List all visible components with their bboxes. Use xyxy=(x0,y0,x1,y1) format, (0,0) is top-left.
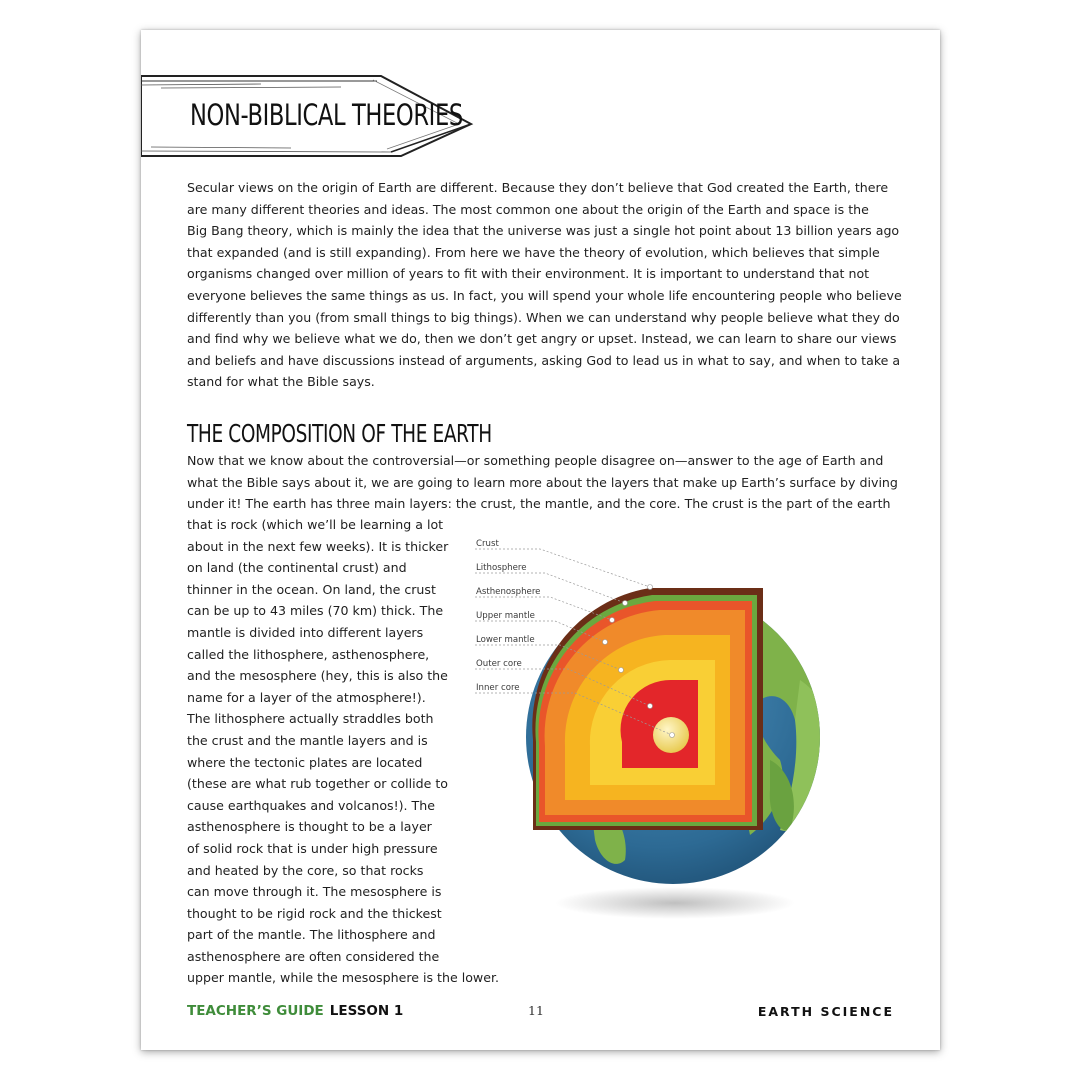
text-line: Now that we know about the controversial—or something people disagree on—answer to the age of Earth and xyxy=(187,453,884,468)
text-line: asthenosphere are often considered the xyxy=(187,948,440,964)
text-line: that expanded (and is still expanding). From here we have the theory of evolution, which believes that simple xyxy=(187,244,880,260)
globe-shadow xyxy=(555,887,795,919)
banner-title: NON-BIBLICAL THEORIES xyxy=(190,98,463,132)
text-line: where the tectonic plates are located xyxy=(187,754,423,770)
text-line: can move through it. The mesosphere is xyxy=(187,884,442,900)
footer-left xyxy=(187,1003,403,1019)
text-line: what the Bible says about it, we are going to learn more about the layers that make up Earth’s surface by diving xyxy=(187,474,898,490)
text-line: and beliefs and have discussions instead of arguments, asking God to lead us in what to say, and when to take a xyxy=(187,352,901,368)
text-line: called the lithosphere, asthenosphere, xyxy=(187,646,430,662)
text-line: stand for what the Bible says. xyxy=(187,374,375,390)
text-line: cause earthquakes and volcanos!). The xyxy=(187,797,435,813)
footer-guide: TEACHER’S GUIDE xyxy=(187,1003,324,1019)
text-line: and heated by the core, so that rocks xyxy=(187,862,424,878)
text-line: differently than you (from small things to big things). When we can understand why people believe what they do xyxy=(187,309,900,325)
text-line: part of the mantle. The lithosphere and xyxy=(187,927,436,943)
text-line: on land (the continental crust) and xyxy=(187,560,407,576)
paragraph-composition xyxy=(187,450,898,515)
label-crust: Crust xyxy=(476,539,499,549)
text-line: that is rock (which we’ll be learning a lot xyxy=(187,517,444,532)
label-outer-core: Outer core xyxy=(476,659,522,669)
label-lower-mantle: Lower mantle xyxy=(476,635,535,645)
section-heading: THE COMPOSITION OF THE EARTH xyxy=(187,419,492,448)
text-line: Secular views on the origin of Earth are different. Because they don’t believe that God created the Earth, there xyxy=(187,180,889,195)
page-number: 11 xyxy=(528,1003,544,1018)
paragraph-non-biblical xyxy=(187,177,902,393)
text-line: and find why we believe what we do, then we don’t get angry or upset. Instead, we can learn to share our views xyxy=(187,331,897,347)
footer-lesson: LESSON 1 xyxy=(329,1003,404,1019)
text-line: name for a layer of the atmosphere!). xyxy=(187,689,426,705)
text-line: and the mesosphere (hey, this is also the xyxy=(187,668,448,684)
text-line: mantle is divided into different layers xyxy=(187,624,424,640)
text-line: organisms changed over million of years to fit with their environment. It is important to understand that not xyxy=(187,266,870,282)
label-asthenosphere: Asthenosphere xyxy=(476,587,541,597)
text-line: of solid rock that is under high pressure xyxy=(187,840,438,856)
label-upper-mantle: Upper mantle xyxy=(476,611,535,621)
text-line: everyone believes the same things as us. In fact, you will spend your whole life encountering people who believe xyxy=(187,287,902,303)
label-inner-core: Inner core xyxy=(476,683,520,693)
text-line: can be up to 43 miles (70 km) thick. The xyxy=(187,603,444,619)
text-line: upper mantle, while the mesosphere is the lower. xyxy=(187,970,499,986)
text-line: The lithosphere actually straddles both xyxy=(187,711,434,727)
text-line: (these are what rub together or collide to xyxy=(187,776,448,792)
text-line: thinner in the ocean. On land, the crust xyxy=(187,581,436,597)
text-line: the crust and the mantle layers and is xyxy=(187,732,428,748)
text-line: Big Bang theory, which is mainly the idea that the universe was just a single hot point about 13 billion years ago xyxy=(187,223,900,239)
text-line: under it! The earth has three main layers: the crust, the mantle, and the core. The crust is the part of the earth xyxy=(187,496,891,512)
paragraph-layers xyxy=(187,514,499,989)
text-line: thought to be rigid rock and the thickest xyxy=(187,905,442,921)
text-line: are many different theories and ideas. The most common one about the origin of the Earth and space is the xyxy=(187,201,869,217)
text-line: about in the next few weeks). It is thicker xyxy=(187,538,449,554)
text-line: asthenosphere is thought to be a layer xyxy=(187,819,432,835)
label-lithosphere: Lithosphere xyxy=(476,563,527,573)
footer-subject: EARTH SCIENCE xyxy=(757,1004,894,1019)
